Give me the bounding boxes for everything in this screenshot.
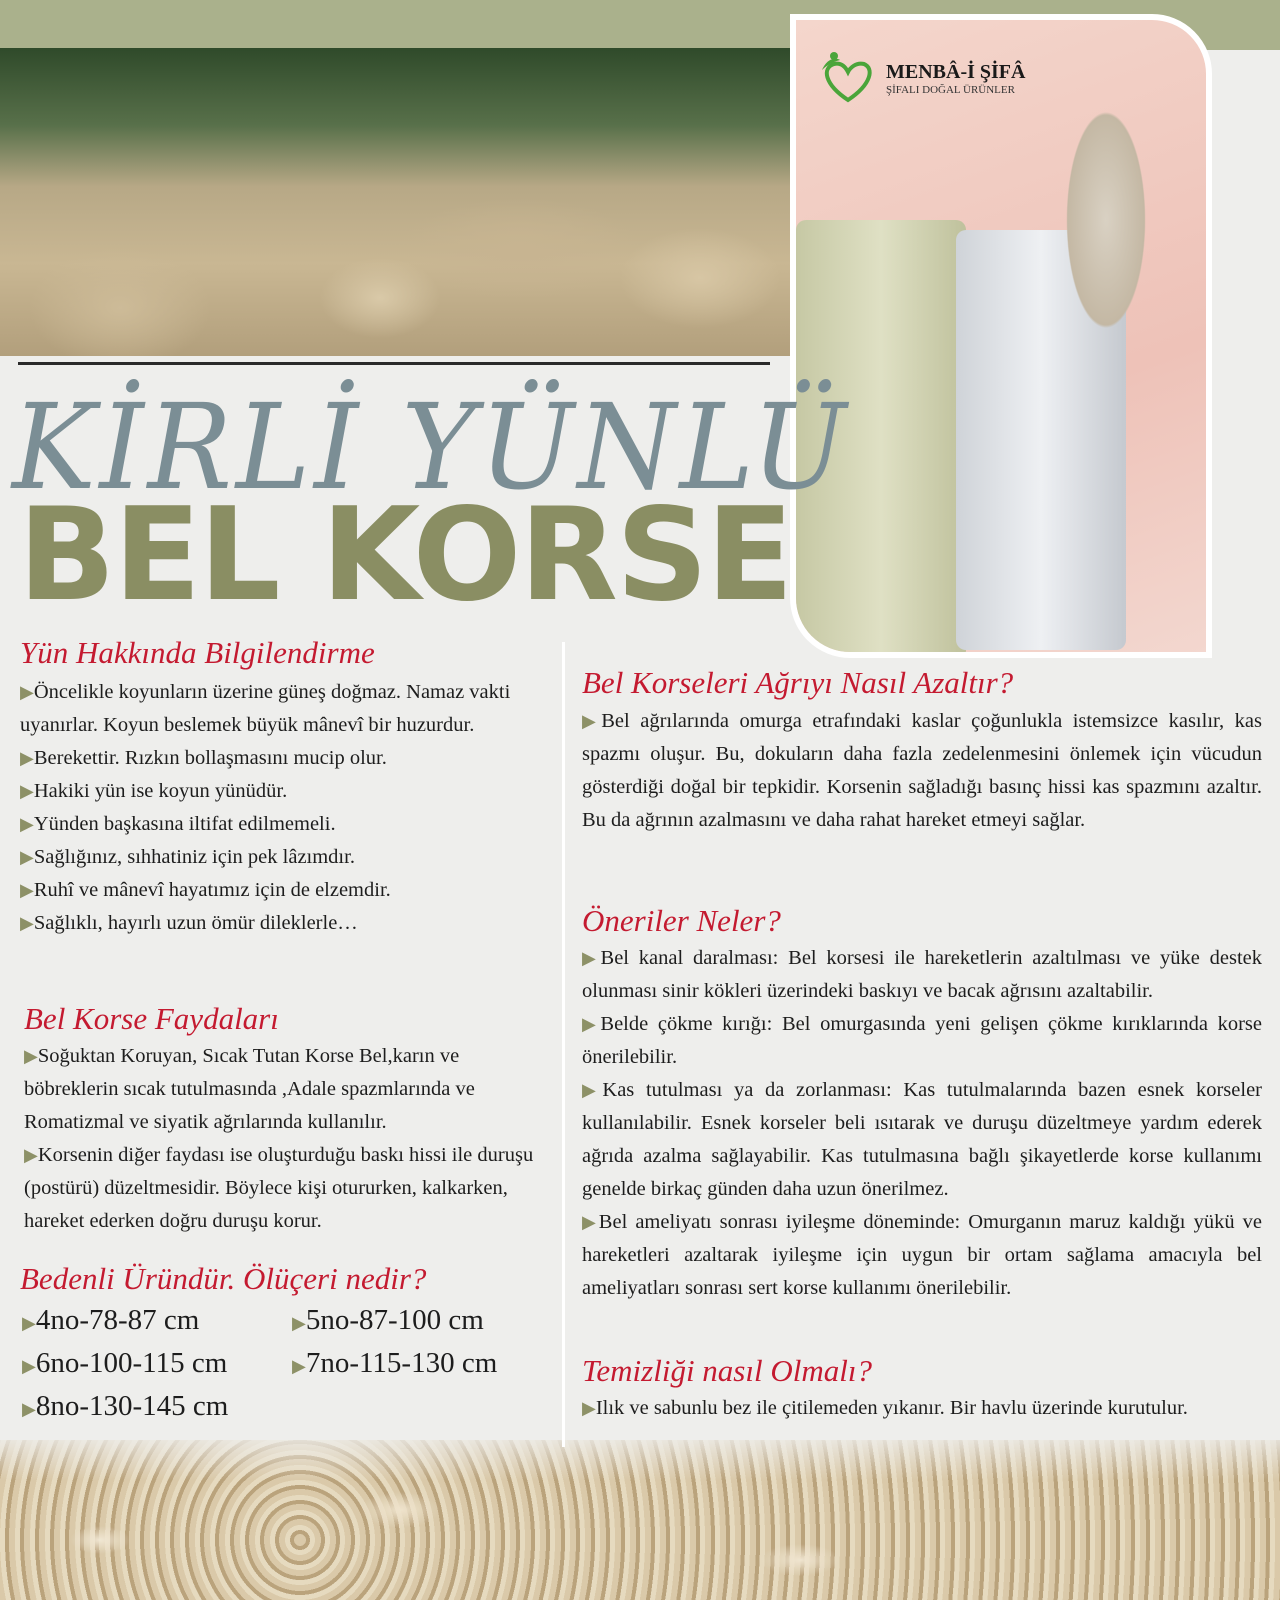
heading-olculer: Bedenli Üründür. Ölüçeri nedir? [20,1261,427,1296]
triangle-right-icon: ▶ [582,1080,603,1100]
section-oneriler [582,942,1262,1305]
triangle-right-icon: ▶ [24,1145,38,1165]
heading-agri: Bel Korseleri Ağrıyı Nasıl Azaltır? [582,665,1014,700]
column-divider [562,642,565,1447]
bullet-item: ▶Ruhî ve mânevî hayatımız için de elzemdir. [20,879,391,901]
bullet-item: ▶Belde çökme kırığı: Bel omurgasında yeni gelişen çökme kırıklarında korse önerilebilir. [582,1013,1262,1068]
heading-temizlik: Temizliği nasıl Olmalı? [582,1353,872,1388]
bullet-item: ▶Yünden başkasına iltifat edilmemeli. [20,813,336,835]
triangle-right-icon: ▶ [20,814,34,834]
bullet-item: ▶Öncelikle koyunların üzerine güneş doğmaz. Namaz vakti uyanırlar. Koyun beslemek büyük mânevî bir huzurdur. [20,681,511,736]
bullet-item: ▶Kas tutulması ya da zorlanması: Kas tutulmalarında bazen esnek korseler kullanılabilir. Esnek korseler beli ısıtarak ve duruşu düzeltmeye yardım ederek ağrıda azalma sağlayabilir. Kas tutulmasına bağlı şikayetlerde korse kullanımı genelde birkaç günden daha uzun önerilmez. [582,1079,1262,1200]
triangle-right-icon: ▶ [20,880,34,900]
bullet-item: ▶Hakiki yün ise koyun yünüdür. [20,780,288,802]
triangle-right-icon: ▶ [582,1212,599,1232]
triangle-right-icon: ▶ [20,748,34,768]
heading-oneriler: Öneriler Neler? [582,903,781,938]
size-item: ▶6no-100-115 cm [22,1347,228,1379]
bullet-item: ▶Bel ağrılarında omurga etrafındaki kaslar çoğunlukla istemsizce kasılır, kas spazmı oluşur. Bu, dokuların daha fazla zedelenmesini önlemek için vücudun gösterdiği doğal bir tepkidir. Korsenin sağladığı basınç hissi kas spazmını azaltır. Bu da ağrının azalmasını ve daha rahat hareket etmeyi sağlar. [582,710,1262,831]
size-list [22,1300,562,1429]
bullet-item: ▶Ilık ve sabunlu bez ile çitilemeden yıkanır. Bir havlu üzerinde kurutulur. [582,1397,1188,1419]
heading-faydalar: Bel Korse Faydaları [24,1001,279,1036]
triangle-right-icon: ▶ [582,1014,601,1034]
size-item: ▶5no-87-100 cm [292,1304,484,1336]
bullet-item: ▶Sağlığınız, sıhhatiniz için pek lâzımdır. [20,846,355,868]
triangle-right-icon: ▶ [582,1398,596,1418]
triangle-right-icon: ▶ [292,1356,306,1376]
bullet-item: ▶Bel kanal daralması: Bel korsesi ile hareketlerin azaltılması ve yüke destek olunması sinir kökleri üzerindeki baskıyı ve bacak ağrısını azaltabilir. [582,947,1262,1002]
bullet-item: ▶Soğuktan Koruyan, Sıcak Tutan Korse Bel,karın ve böbreklerin sıcak tutulmasında ,Adale spazmlarında ve Romatizmal ve siyatik ağrılarında kullanılır. [24,1045,475,1133]
section-yun-bilgi [20,676,545,940]
section-agri [582,705,1262,837]
brand-name: MENBÂ-İ ŞİFÂ [886,60,1026,83]
bullet-item: ▶Sağlıklı, hayırlı uzun ömür dileklerle… [20,912,358,934]
bullet-item: ▶Bel ameliyatı sonrası iyileşme döneminde: Omurganın maruz kaldığı yükü ve hareketleri azaltarak iyileşme için uygun bir ortam sağlama amacıyla bel ameliyatları sonrası sert korse kullanımı önerilebilir. [582,1211,1262,1299]
sheep-flock-photo [0,48,792,356]
size-item: ▶4no-78-87 cm [22,1304,200,1336]
triangle-right-icon: ▶ [22,1356,36,1376]
heading-yun-bilgi: Yün Hakkında Bilgilendirme [20,635,375,670]
bullet-item: ▶Korsenin diğer faydası ise oluşturduğu baskı hissi ile duruşu (postürü) düzeltmesidir. Böylece kişi otururken, kalkarken, hareket ederken doğru duruşu korur. [24,1144,534,1232]
title-line1: KİRLİ YÜNLÜ [12,378,850,516]
triangle-right-icon: ▶ [582,711,602,731]
triangle-right-icon: ▶ [24,1046,38,1066]
wool-fade [0,1430,1280,1480]
triangle-right-icon: ▶ [20,913,34,933]
section-faydalar [24,1040,554,1238]
heart-leaf-icon [814,50,880,106]
triangle-right-icon: ▶ [20,781,34,801]
bullet-item: ▶Berekettir. Rızkın bollaşmasını mucip olur. [20,747,387,769]
triangle-right-icon: ▶ [20,682,34,702]
section-temizlik [582,1392,1262,1425]
triangle-right-icon: ▶ [22,1313,36,1333]
brand-tagline: ŞİFALI DOĞAL ÜRÜNLER [886,83,1015,96]
lamb-image [1046,50,1166,390]
triangle-right-icon: ▶ [582,948,601,968]
title-line2: BEL KORSE [18,481,792,630]
triangle-right-icon: ▶ [292,1313,306,1333]
product-photo [790,14,1212,658]
divider-line [18,362,770,365]
size-item: ▶7no-115-130 cm [292,1347,498,1379]
triangle-right-icon: ▶ [22,1399,36,1419]
brand-logo [814,50,1025,106]
size-item: ▶8no-130-145 cm [22,1390,229,1422]
triangle-right-icon: ▶ [20,847,34,867]
